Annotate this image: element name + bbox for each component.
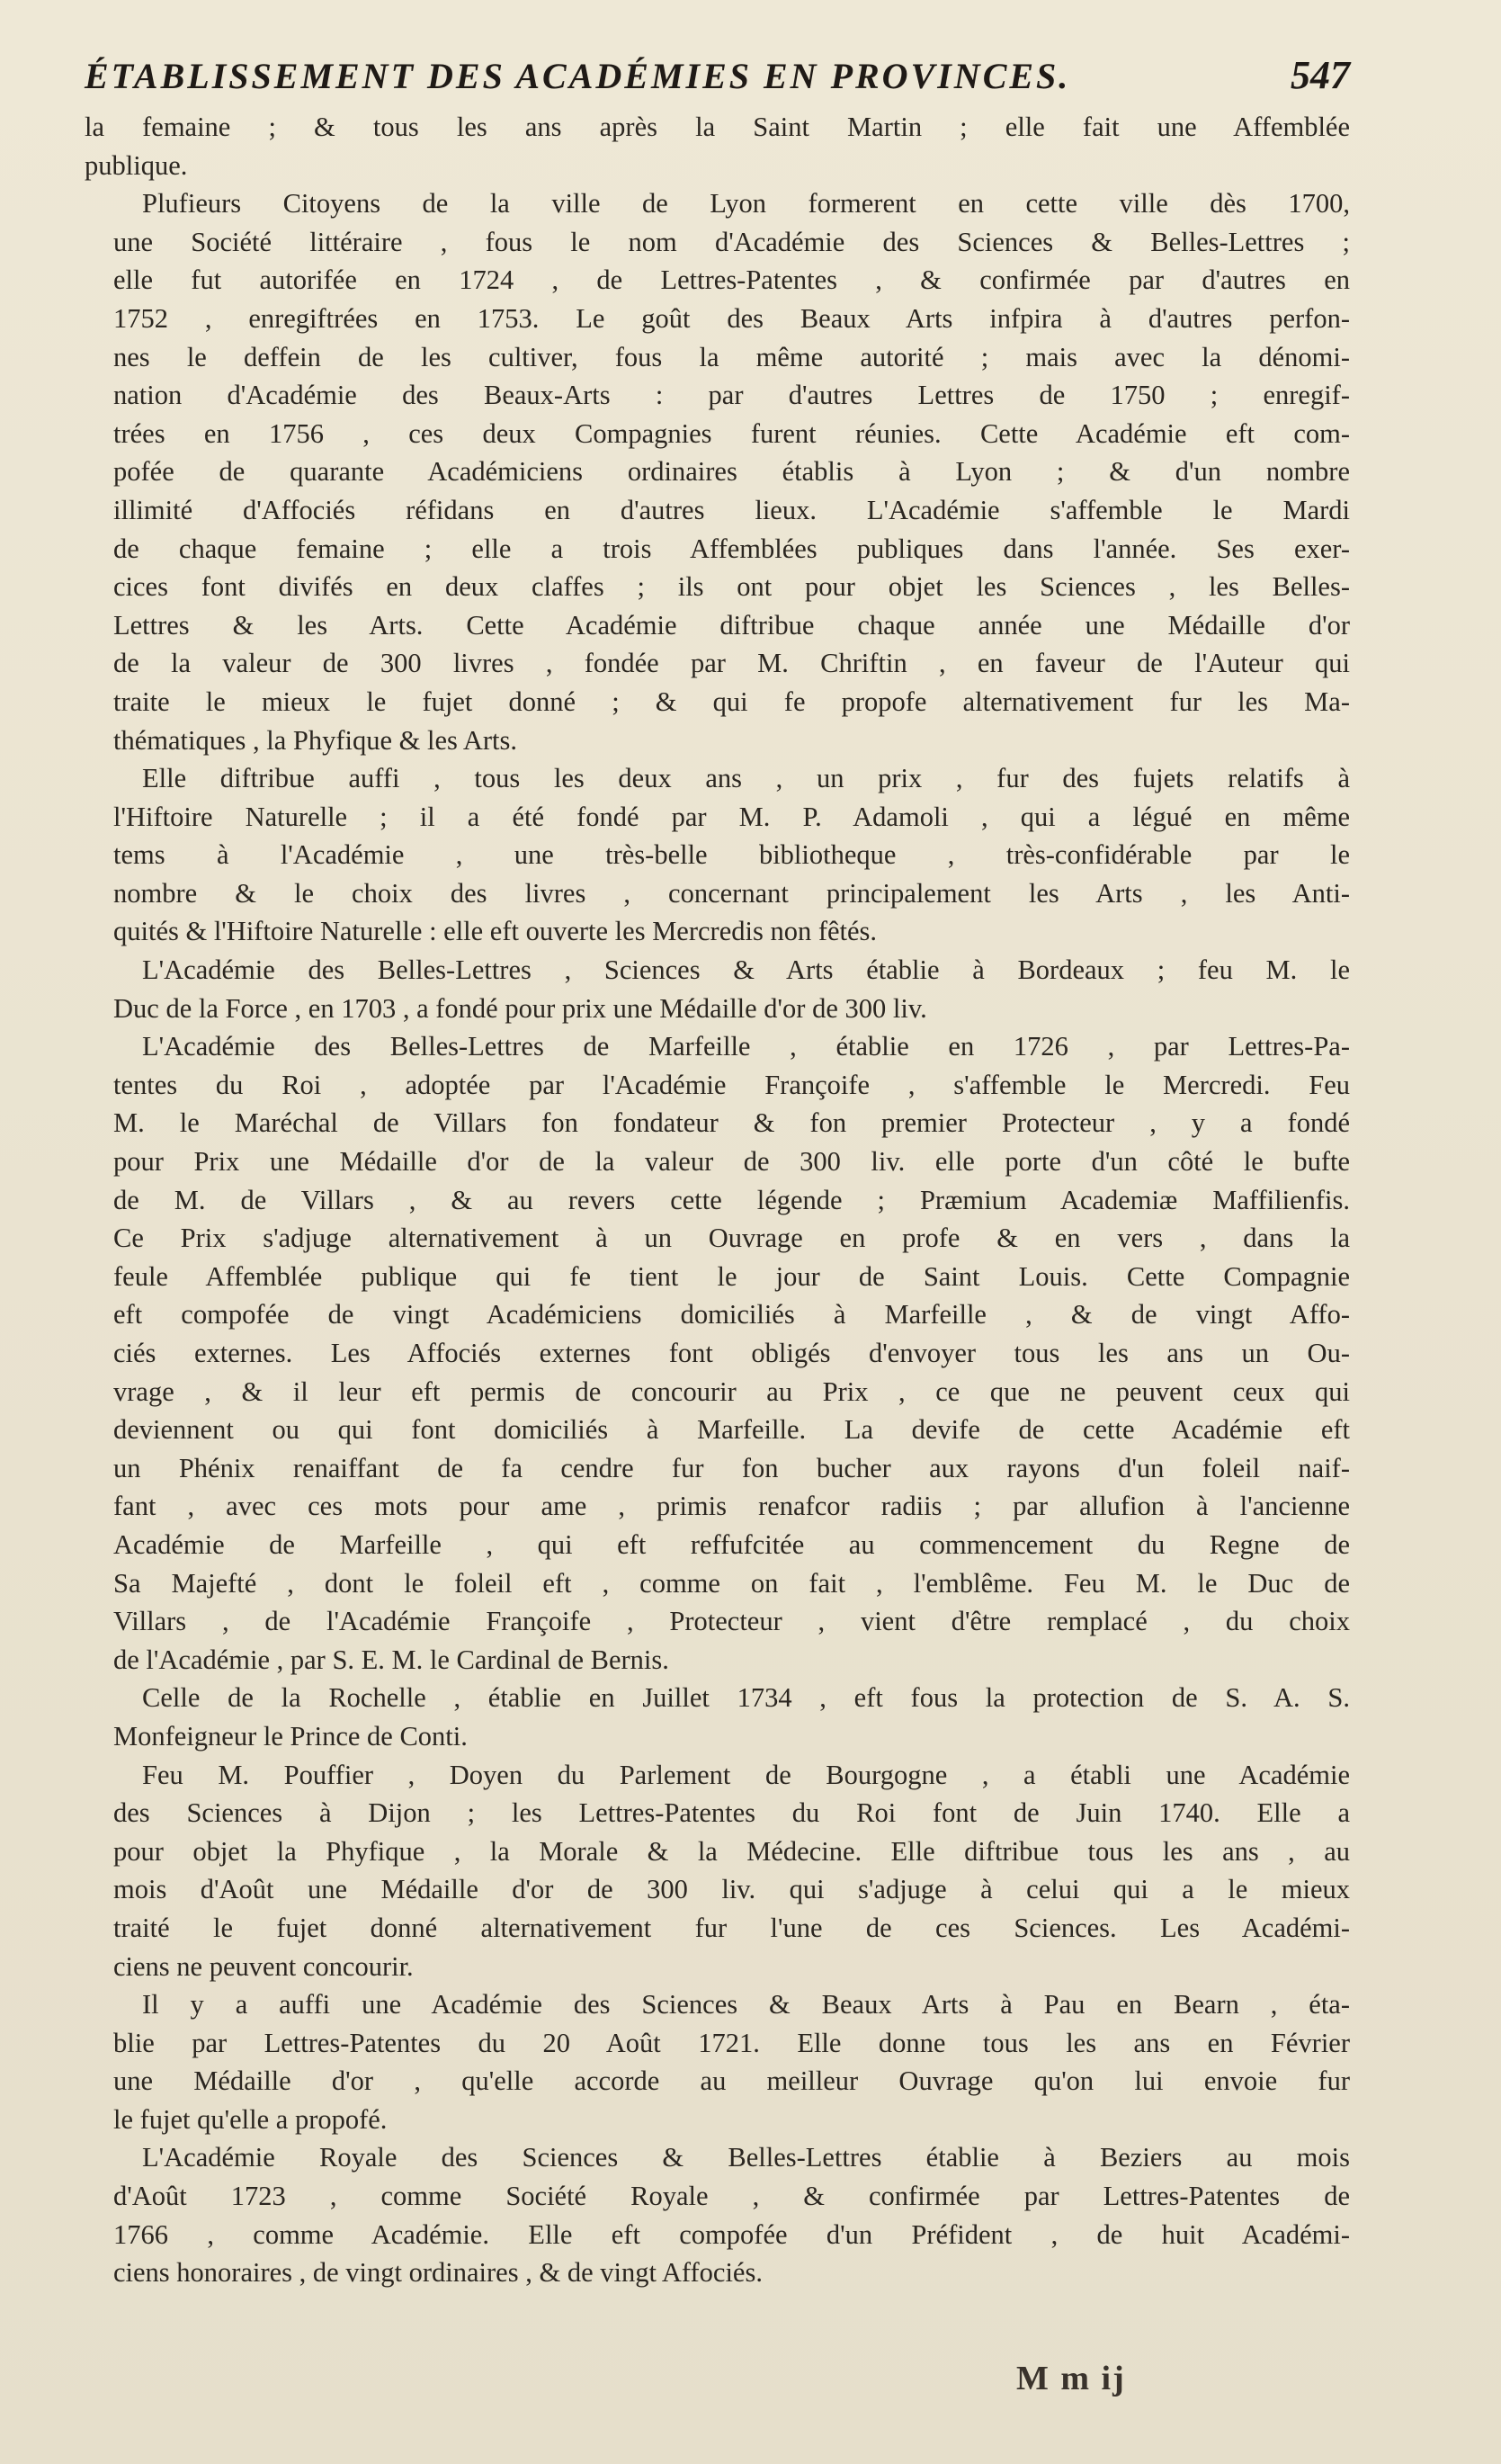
text-line: traité le fujet donné alternativement fur l'une de ces Sciences. Les Académi- (113, 1912, 1350, 1943)
text-line: illimité d'Affociés réfidans en d'autres lieux. L'Académie s'affemble le Mardi (113, 494, 1350, 525)
text-line: de la valeur de 300 livres , fondée par M. Chriftin , en faveur de l'Auteur qui (113, 648, 1350, 679)
text-line: d'Août 1723 , comme Société Royale , & confirmée par Lettres-Patentes de (113, 2181, 1350, 2212)
text-line: traite le mieux le fujet donné ; & qui fe propofe alternativement fur les Ma- (113, 685, 1350, 717)
text-line: de chaque femaine ; elle a trois Affemblées publiques dans l'année. Ses exer- (113, 533, 1350, 564)
text-line: tems à l'Académie , une très-belle bibliotheque , très-confidérable par le (113, 839, 1350, 871)
text-line: Duc de la Force , en 1703 , a fondé pour prix une Médaille d'or de 300 liv. (113, 992, 927, 1024)
text-line: Il y a auffi une Académie des Sciences & Beaux Arts à Pau en Bearn , éta- (142, 1989, 1350, 2020)
text-line: fant , avec ces mots pour ame , primis renafcor radiis ; par allufion à l'ancienne (113, 1491, 1350, 1522)
text-line: Ce Prix s'adjuge alternativement à un Ouvrage en profe & en vers , dans la (113, 1223, 1350, 1254)
text-line: nombre & le choix des livres , concernant principalement les Arts , les Anti- (113, 877, 1350, 909)
running-head (85, 52, 1350, 103)
text-line: mois d'Août une Médaille d'or de 300 liv. qui s'adjuge à celui qui a le mieux (113, 1874, 1350, 1905)
text-line: Feu M. Pouffier , Doyen du Parlement de Bourgogne , a établi une Académie (142, 1759, 1350, 1790)
text-line: quités & l'Hiftoire Naturelle : elle eft ouverte les Mercredis non fêtés. (113, 916, 878, 947)
text-line: Sa Majefté , dont le foleil eft , comme on fait , l'emblême. Feu M. le Duc de (113, 1567, 1350, 1599)
signature-mark: M m ij (1016, 2360, 1126, 2397)
paragraph (85, 2138, 1350, 2291)
text-line: Celle de la Rochelle , établie en Juillet 1734 , eft fous la protection de S. A. S. (142, 1682, 1350, 1714)
body-text (85, 108, 1350, 2292)
text-line: tentes du Roi , adoptée par l'Académie Françoife , s'affemble le Mercredi. Feu (113, 1069, 1350, 1100)
text-line: de l'Académie , par S. E. M. le Cardinal de Bernis. (113, 1644, 669, 1675)
text-line: des Sciences à Dijon ; les Lettres-Patentes du Roi font de Juin 1740. Elle a (113, 1797, 1350, 1829)
text-line: Elle diftribue auffi , tous les deux ans , un prix , fur des fujets relatifs à (142, 763, 1350, 794)
text-line: ciens ne peuvent concourir. (113, 1950, 414, 1982)
text-line: 1766 , comme Académie. Elle eft compofée d'un Préfident , de huit Académi- (113, 2218, 1350, 2250)
page-number: 547 (1291, 53, 1350, 97)
text-line: pour objet la Phyfique , la Morale & la Médecine. Elle diftribue tous les ans , au (113, 1835, 1350, 1867)
text-line: Plufieurs Citoyens de la ville de Lyon formerent en cette ville dès 1700, (142, 188, 1350, 220)
text-line: L'Académie des Belles-Lettres de Marfeille , établie en 1726 , par Lettres-Pa- (142, 1031, 1350, 1062)
text-line: la femaine ; & tous les ans après la Saint Martin ; elle fait une Affemblée (85, 112, 1350, 142)
text-line: 1752 , enregiftrées en 1753. Le goût des Beaux Arts infpira à d'autres perfon- (113, 302, 1350, 334)
running-title: ÉTABLISSEMENT DES ACADÉMIES EN PROVINCES. (85, 56, 1071, 96)
text-line: l'Hiftoire Naturelle ; il a été fondé par M. P. Adamoli , qui a légué en même (113, 801, 1350, 832)
paragraph (85, 951, 1350, 1027)
text-line: publique. (85, 149, 188, 181)
paragraph (85, 108, 1350, 184)
text-line: une Société littéraire , fous le nom d'Académie des Sciences & Belles-Lettres ; (113, 226, 1350, 257)
text-line: vrage , & il leur eft permis de concourir au Prix , ce que ne peuvent ceux qui (113, 1375, 1350, 1407)
text-line: Lettres & les Arts. Cette Académie diftribue chaque année une Médaille d'or (113, 609, 1350, 641)
text-line: cices font divifés en deux claffes ; ils ont pour objet les Sciences , les Belles- (113, 571, 1350, 603)
text-line: pour Prix une Médaille d'or de la valeur de 300 liv. elle porte d'un côté le bufte (113, 1146, 1350, 1178)
paragraph (85, 759, 1350, 951)
text-line: ciés externes. Les Affociés externes font obligés d'envoyer tous les ans un Ou- (113, 1338, 1350, 1368)
text-line: une Médaille d'or , qu'elle accorde au meilleur Ouvrage qu'on lui envoie fur (113, 2065, 1350, 2097)
paragraph (85, 184, 1350, 759)
paragraph (85, 1756, 1350, 1986)
text-line: nation d'Académie des Beaux-Arts : par d'autres Lettres de 1750 ; enregif- (113, 380, 1350, 411)
text-line: blie par Lettres-Patentes du 20 Août 1721. Elle donne tous les ans en Février (113, 2027, 1350, 2058)
text-line: Monfeigneur le Prince de Conti. (113, 1720, 468, 1752)
paragraph (85, 1027, 1350, 1679)
text-line: Villars , de l'Académie Françoife , Protecteur , vient d'être remplacé , du choix (113, 1606, 1350, 1637)
page-footer (0, 2359, 1501, 2413)
text-line: L'Académie Royale des Sciences & Belles-Lettres établie à Beziers au mois (142, 2142, 1350, 2173)
text-line: de M. de Villars , & au revers cette légende ; Præmium Academiæ Maffilienfis. (113, 1184, 1350, 1215)
text-line: L'Académie des Belles-Lettres , Sciences & Arts établie à Bordeaux ; feu M. le (142, 954, 1350, 986)
paragraph (85, 1679, 1350, 1755)
paragraph (85, 1985, 1350, 2138)
text-line: ciens honoraires , de vingt ordinaires , & de vingt Affociés. (113, 2257, 763, 2289)
text-line: trées en 1756 , ces deux Compagnies furent réunies. Cette Académie eft com- (113, 417, 1350, 449)
text-line: feule Affemblée publique qui fe tient le jour de Saint Louis. Cette Compagnie (113, 1260, 1350, 1292)
text-line: deviennent ou qui font domiciliés à Marfeille. La devife de cette Académie eft (113, 1414, 1350, 1446)
text-line: le fujet qu'elle a propofé. (113, 2103, 388, 2135)
text-line: thématiques , la Phyfique & les Arts. (113, 724, 517, 756)
text-line: Académie de Marfeille , qui eft reffufcitée au commencement du Regne de (113, 1528, 1350, 1560)
text-line: nes le deffein de les cultiver, fous la même autorité ; mais avec la dénomi- (113, 341, 1350, 372)
text-line: pofée de quarante Académiciens ordinaires établis à Lyon ; & d'un nombre (113, 456, 1350, 488)
text-line: eft compofée de vingt Académiciens domiciliés à Marfeille , & de vingt Affo- (113, 1299, 1350, 1331)
text-line: un Phénix renaiffant de fa cendre fur fon bucher aux rayons d'un foleil naif- (113, 1452, 1350, 1483)
text-line: M. le Maréchal de Villars fon fondateur & fon premier Protecteur , y a fondé (113, 1107, 1350, 1139)
text-line: elle fut autorifée en 1724 , de Lettres-Patentes , & confirmée par d'autres en (113, 264, 1350, 296)
